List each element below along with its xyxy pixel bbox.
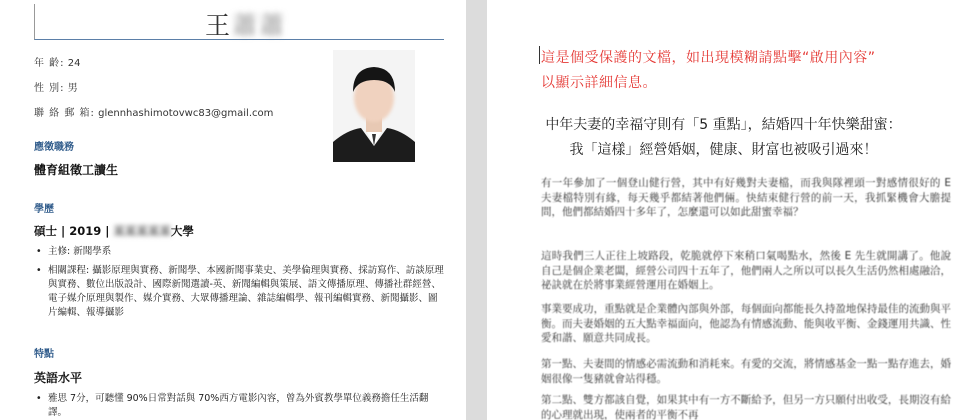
email-row: 聯 絡 郵 箱: glennhashimotovwc83@gmail.com [34, 108, 274, 119]
protection-notice-line2: 以顯示詳細信息。 [541, 75, 657, 91]
job-title: 體育組徵工讀生 [34, 163, 119, 177]
english-details [34, 392, 444, 420]
blurred-name: 蕭蕭 [232, 11, 287, 40]
article-headline-line2: 我「這樣」經營婚姻，健康、財富也被吸引過來！ [569, 142, 878, 158]
article-paragraph: 第一點、夫妻間的情感必需流動和消耗來。有愛的交流，將情感基金一點一點存進去，婚姻很像一隻豬就會站得穩。 [541, 358, 951, 385]
article-paragraph: 這時我們三人正往上坡路段，乾脆就停下來稍口氣喝點水，然後 E 先生就開講了。他說自己是個企業老闆，經營公司四十五年了，他們兩人之所以可以長久生活仍然相處融洽，祕訣就在於將事業經營運用在婚姻上。 [541, 250, 951, 292]
education-section-title: 學歷 [34, 204, 54, 215]
protection-notice-line1: 這是個受保護的文檔，如出現模糊請點擊“啟用內容” [541, 50, 876, 66]
education-details [34, 245, 444, 320]
blurred-school: 某某某某某 [113, 224, 171, 238]
gender-value: 男 [67, 83, 78, 94]
article-page [487, 0, 960, 420]
job-section-title: 應徵職務 [34, 142, 74, 153]
education-degree: 碩士 | 2019 | 某某某某某大學 [34, 224, 194, 238]
traits-section-title: 特點 [34, 349, 54, 360]
page-gutter [466, 0, 487, 420]
article-paragraph: 有一年參加了一個登山健行營，其中有好幾對夫妻檔，而我與隊裡頭一對感情很好的 E 夫妻檔特別有緣，每天幾乎都結著他們倆。快結束健行營的前一天，我抓緊機會大膽提問，他們都結婚四十多年了，怎麼還可以如此甜蜜幸福？ [541, 177, 951, 219]
email-value: glennhashimotovwc83@gmail.com [98, 108, 274, 119]
article-headline-line1: 中年夫妻的幸福守則有「5 重點」，結婚四十年快樂甜蜜： [545, 117, 902, 133]
article-paragraph: 第二點、雙方都該自覺，如果其中有一方不斷給予，但另一方只願付出收受，長期沒有給的心理就出現，使兩者的平衡不再 [541, 394, 951, 420]
list-item: • 相關課程: 攝影原理與實務、新聞學、本國新聞事業史、美學倫理與實務、採訪寫作、訪談原理與實務、數位出版設計、國際新聞選讀-英、新聞編輯與策展、語文傳播原理、傳播社群經營、電子媒介原理與製作、媒介實務、大眾傳播理論、雜誌編輯學、報刊編輯實務、新聞攝影、圖片編輯、報導攝影 [34, 264, 444, 320]
age-row: 年 齡: 24 [34, 58, 81, 69]
list-item: • 主修: 新聞學系 [34, 245, 444, 259]
age-value: 24 [67, 58, 81, 69]
list-item: • 雅思 7分，可聽懂 90%日常對話與 70%西方電影內容，曾為外賓教學單位義務擔任生活翻譯。 [34, 392, 444, 420]
english-level-title: 英語水平 [34, 371, 83, 385]
gender-row: 性 別: 男 [34, 83, 78, 94]
candidate-name: 王蕭蕭 [205, 11, 287, 40]
text-cursor [539, 46, 540, 64]
article-paragraph: 事業要成功，重點就是企業體內部與外部，每個面向都能長久持盈地保持最佳的流動與平衡。而夫妻婚姻的五大點幸福面向，他認為有情感流動、能與收平衡、金錢運用共識、性愛和諧、願意共同成長。 [541, 303, 951, 345]
resume-page [0, 0, 466, 420]
name-header [34, 4, 444, 40]
profile-photo [333, 50, 415, 162]
